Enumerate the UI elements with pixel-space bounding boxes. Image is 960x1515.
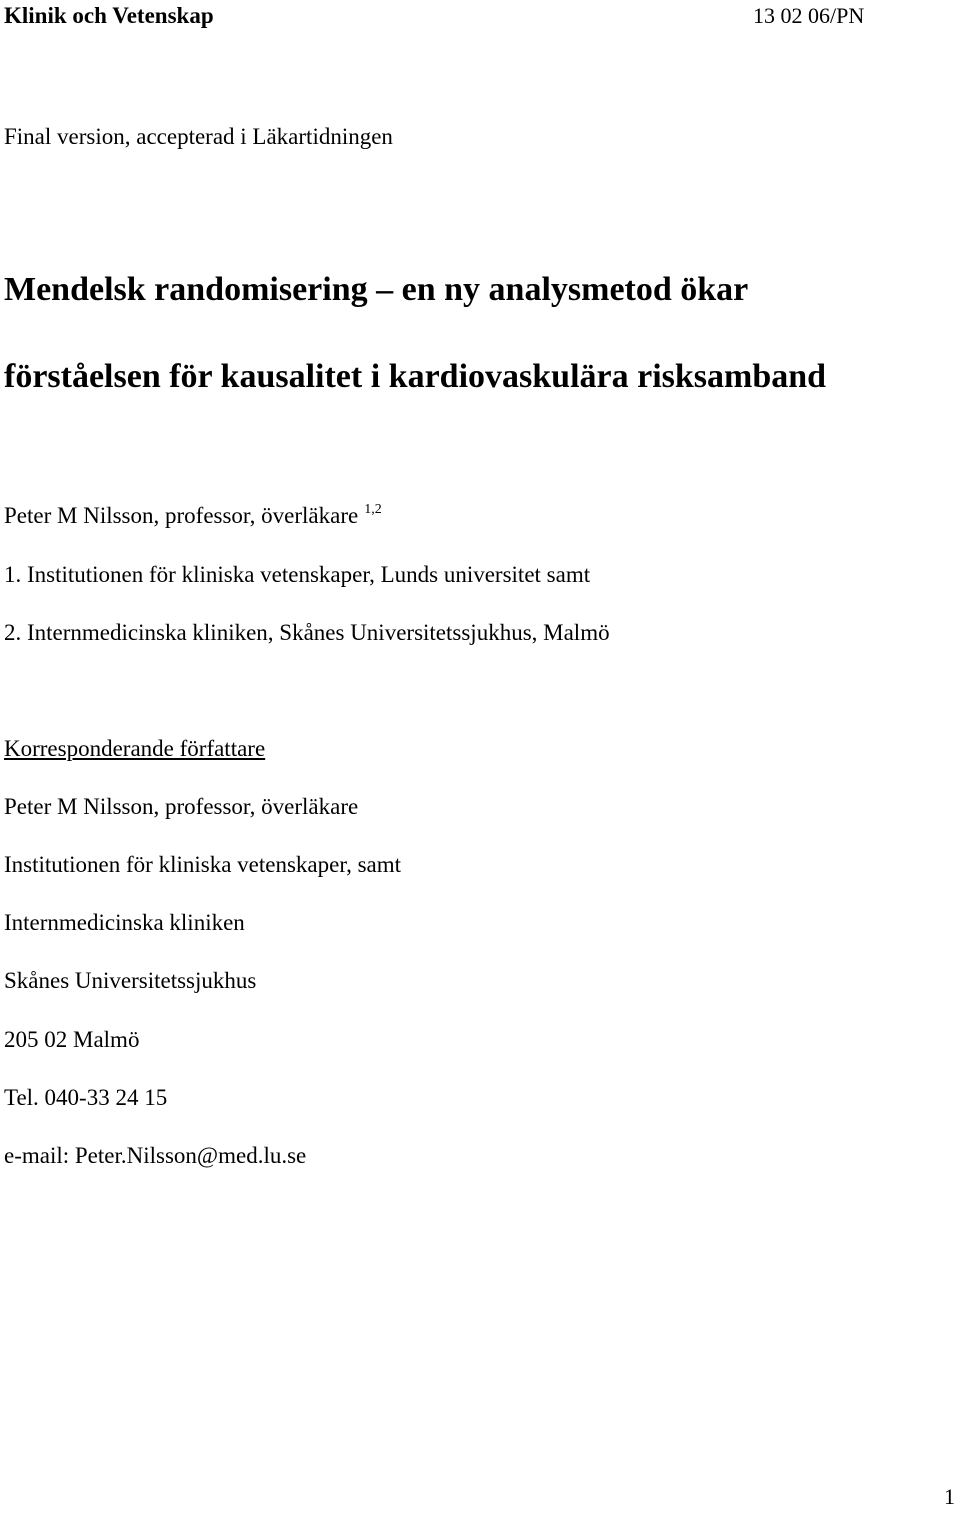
version-status-line: Final version, accepterad i Läkartidningen bbox=[4, 124, 393, 149]
author-name: Peter M Nilsson, professor, överläkare bbox=[4, 503, 359, 528]
correspondence-line: Tel. 040-33 24 15 bbox=[4, 1085, 168, 1110]
correspondence-heading: Korresponderande författare bbox=[4, 736, 266, 761]
affiliation-2: 2. Internmedicinska kliniken, Skånes Universitetssjukhus, Malmö bbox=[4, 620, 610, 645]
correspondence-email: e-mail: Peter.Nilsson@med.lu.se bbox=[4, 1143, 307, 1168]
author-affiliation-refs: 1,2 bbox=[364, 502, 382, 517]
correspondence-line: Skånes Universitetssjukhus bbox=[4, 968, 257, 993]
affiliation-1: 1. Institutionen för kliniska vetenskaper, Lunds universitet samt bbox=[4, 562, 591, 587]
correspondence-line: Institutionen för kliniska vetenskaper, samt bbox=[4, 852, 402, 877]
correspondence-line: Internmedicinska kliniken bbox=[4, 910, 245, 935]
correspondence-line: 205 02 Malmö bbox=[4, 1027, 140, 1052]
document-date-code: 13 02 06/PN bbox=[753, 3, 865, 28]
journal-section-title: Klinik och Vetenskap bbox=[4, 3, 214, 28]
article-title-line-1: Mendelsk randomisering – en ny analysmetod ökar bbox=[4, 271, 749, 308]
correspondence-line: Peter M Nilsson, professor, överläkare bbox=[4, 794, 359, 819]
page-number: 1 bbox=[944, 1484, 955, 1509]
author-line bbox=[4, 504, 382, 527]
article-title-line-2: förståelsen för kausalitet i kardiovaskulära risksamband bbox=[4, 358, 827, 395]
